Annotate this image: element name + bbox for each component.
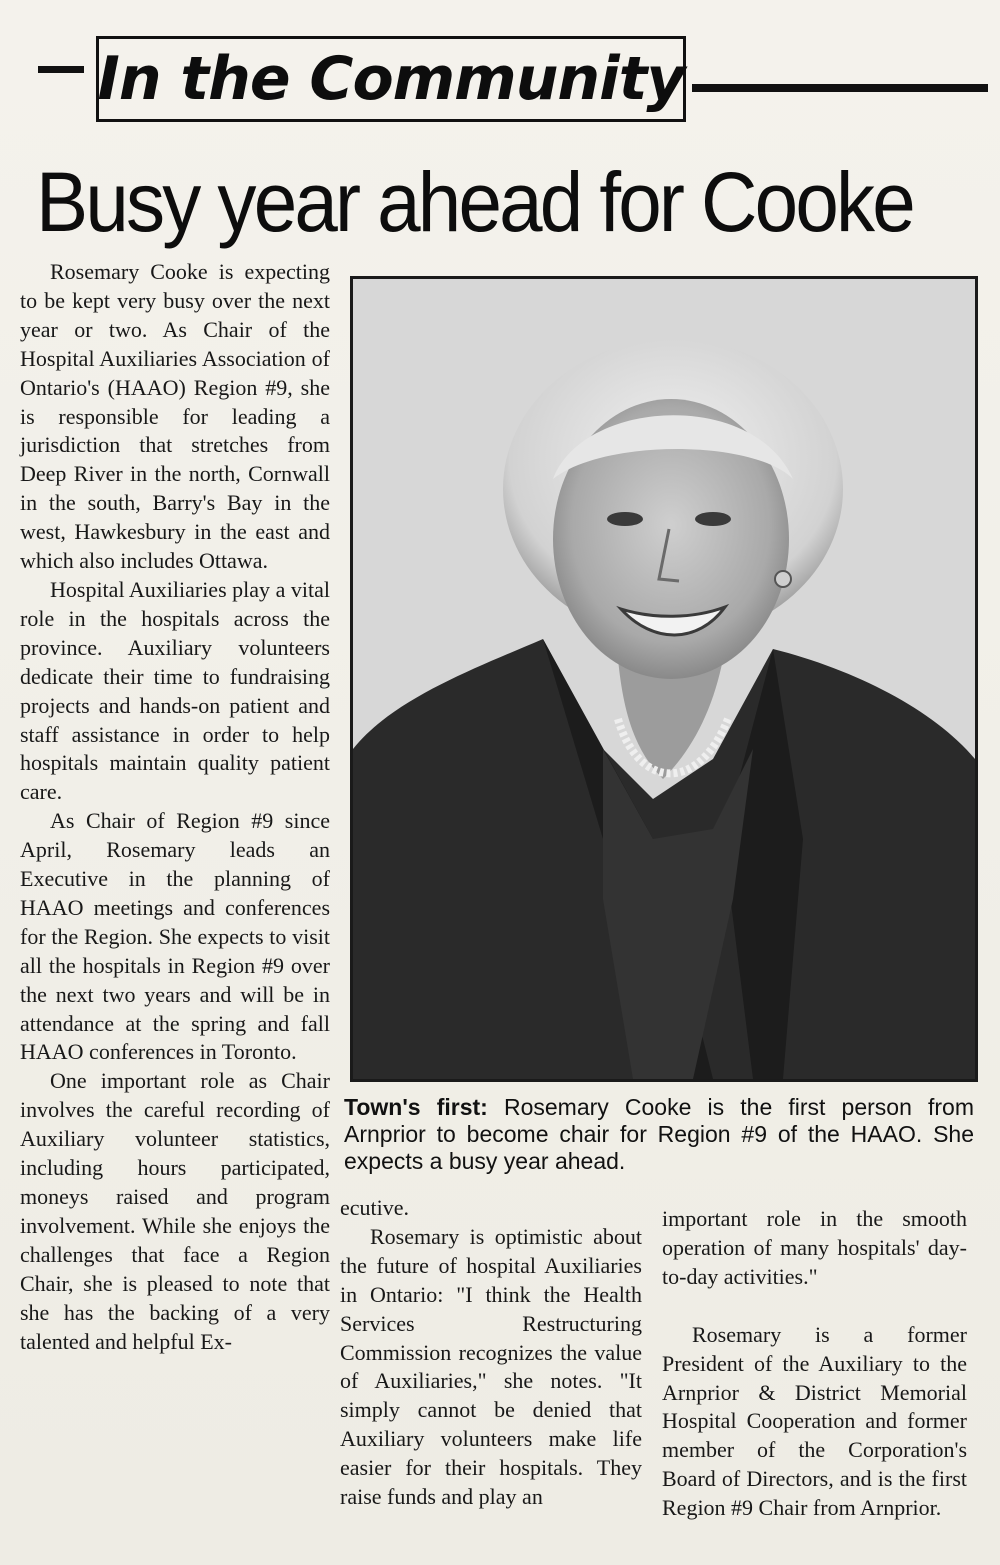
article-column-3 <box>662 1205 967 1523</box>
paragraph: Rosemary Cooke is expecting to be kept very busy over the next year or two. As Chair of the Hospital Auxiliaries Association of Ontario's (HAAO) Region #9, she is responsible for leading a jurisdiction that stretches from Deep River in the north, Cornwall in the south, Barry's Bay in the west, Hawkesbury in the east and which also includes Ottawa. <box>20 259 330 574</box>
caption-text: Rosemary Cooke is the first person from Arnprior to become chair for Region #9 of the HAAO. She expects a busy year ahead. <box>344 1094 975 1174</box>
banner-rule-right <box>692 84 988 92</box>
caption-lead: Town's first: <box>344 1094 488 1120</box>
portrait-illustration <box>353 279 975 1079</box>
paragraph: Hospital Auxiliaries play a vital role in the hospitals across the province. Auxiliary volunteers dedicate their time to fundraising projects and hands-on patient and staff assistance in order to help hospitals maintain quality patient care. <box>20 576 330 805</box>
section-banner <box>96 36 686 122</box>
paragraph: One important role as Chair involves the careful recording of Auxiliary volunteer statistics, including hours participated, moneys raised and program involvement. While she enjoys the challenges that face a Region Chair, she is pleased to note that she has the backing of a very talented and helpful Ex- <box>20 1068 330 1354</box>
paragraph: Rosemary is optimistic about the future of hospital Auxiliaries in Ontario: "I think the Health Services Restructuring Commission recognizes the value of Auxiliaries," she notes. "It simply cannot be denied that Auxiliary volunteers make life easier for their hospitals. They raise funds and play an <box>340 1223 642 1510</box>
paragraph: As Chair of Region #9 since April, Rosemary leads an Executive in the planning of HAAO meetings and conferences for the Region. She expects to visit all the hospitals in Region #9 over the next two years and will be in attendance at the spring and fall HAAO conferences in Toronto. <box>20 808 330 1065</box>
banner-rule-left <box>38 66 84 73</box>
article-column-1 <box>20 258 330 1356</box>
photo-caption <box>344 1094 974 1175</box>
section-title: In the Community <box>97 44 685 114</box>
headline: Busy year ahead for Cooke <box>36 155 913 249</box>
article-column-2 <box>340 1194 642 1512</box>
portrait-photo <box>350 276 978 1082</box>
paragraph: important role in the smooth operation of many hospitals' day-to-day activities." <box>662 1206 967 1289</box>
paragraph: ecutive. <box>340 1195 410 1220</box>
paragraph: Rosemary is a former President of the Auxiliary to the Arnprior & District Memorial Hospital Cooperation and former member of the Corporation's Board of Directors, and is the first Region #9 Chair from Arnprior. <box>662 1321 967 1521</box>
